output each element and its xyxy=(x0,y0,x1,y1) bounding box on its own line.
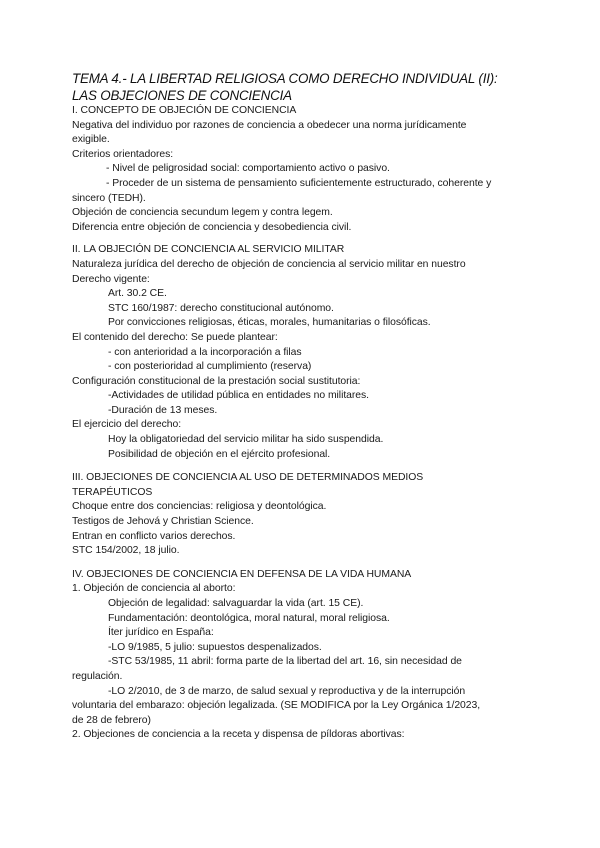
document-title xyxy=(72,71,532,104)
numbered-item: 1. Objeción de conciencia al aborto: xyxy=(72,583,236,595)
title-line-1: TEMA 4.- LA LIBERTAD RELIGIOSA COMO DERECHO INDIVIDUAL (II): xyxy=(72,71,498,86)
list-item: -Duración de 13 meses. xyxy=(108,404,218,416)
paragraph: Diferencia entre objeción de conciencia y desobediencia civil. xyxy=(72,221,352,233)
paragraph: Derecho vigente: xyxy=(72,273,150,285)
list-item: - con anterioridad a la incorporación a filas xyxy=(108,346,302,358)
list-item: - con posterioridad al cumplimiento (reserva) xyxy=(108,361,312,373)
paragraph: Negativa del individuo por razones de conciencia a obedecer una norma jurídicamente xyxy=(72,119,467,131)
numbered-item: 2. Objeciones de conciencia a la receta y dispensa de píldoras abortivas: xyxy=(72,729,405,741)
section-4-heading: IV. OBJECIONES DE CONCIENCIA EN DEFENSA DE LA VIDA HUMANA xyxy=(72,568,412,580)
list-item: Art. 30.2 CE. xyxy=(108,288,167,300)
section-3-heading: III. OBJECIONES DE CONCIENCIA AL USO DE DETERMINADOS MEDIOS xyxy=(72,472,424,484)
list-item: Objeción de legalidad: salvaguardar la vida (art. 15 CE). xyxy=(108,598,364,609)
paragraph: regulación. xyxy=(72,670,123,682)
paragraph: voluntaria del embarazo: objeción legalizada. (SE MODIFICA por la Ley Orgánica 1/2023, xyxy=(72,700,481,712)
list-item: Posibilidad de objeción en el ejército profesional. xyxy=(108,448,331,460)
paragraph: sincero (TEDH). xyxy=(72,192,146,204)
section-1-heading: I. CONCEPTO DE OBJECIÓN DE CONCIENCIA xyxy=(72,105,297,116)
list-item: - Proceder de un sistema de pensamiento suficientemente estructurado, coherente y xyxy=(106,177,492,189)
paragraph: El ejercicio del derecho: xyxy=(72,419,182,431)
list-item: Fundamentación: deontológica, moral natural, moral religiosa. xyxy=(108,612,390,624)
section-2 xyxy=(72,243,532,462)
list-item: Íter jurídico en España: xyxy=(108,627,214,639)
paragraph: El contenido del derecho: Se puede plantear: xyxy=(72,331,278,343)
list-item: - Nivel de peligrosidad social: comportamiento activo o pasivo. xyxy=(106,163,390,175)
section-2-heading: II. LA OBJECIÓN DE CONCIENCIA AL SERVICIO MILITAR xyxy=(72,244,345,256)
list-item: -LO 9/1985, 5 julio: supuestos despenalizados. xyxy=(108,641,322,653)
list-item: -STC 53/1985, 11 abril: forma parte de la libertad del art. 16, sin necesidad de xyxy=(108,656,462,668)
paragraph: Naturaleza jurídica del derecho de objeción de conciencia al servicio militar en nuestro xyxy=(72,258,466,270)
paragraph: Objeción de conciencia secundum legem y contra legem. xyxy=(72,207,333,219)
title-line-2: LAS OBJECIONES DE CONCIENCIA xyxy=(72,87,292,103)
paragraph: Criterios orientadores: xyxy=(72,148,174,160)
section-3 xyxy=(72,471,532,559)
paragraph: Choque entre dos conciencias: religiosa y deontológica. xyxy=(72,501,327,513)
paragraph: de 28 de febrero) xyxy=(72,714,151,726)
paragraph: STC 154/2002, 18 julio. xyxy=(72,545,180,557)
list-item: STC 160/1987: derecho constitucional autónomo. xyxy=(108,302,334,314)
list-item: Por convicciones religiosas, éticas, morales, humanitarias o filosóficas. xyxy=(108,317,431,329)
paragraph: Entran en conflicto varios derechos. xyxy=(72,530,236,542)
paragraph: exigible. xyxy=(72,134,110,146)
section-1 xyxy=(72,104,532,235)
paragraph: Testigos de Jehová y Christian Science. xyxy=(72,516,254,528)
section-4 xyxy=(72,568,532,743)
document-page xyxy=(72,71,532,743)
section-3-heading-cont: TERAPÉUTICOS xyxy=(72,486,153,498)
list-item: Hoy la obligatoriedad del servicio militar ha sido suspendida. xyxy=(108,434,384,446)
list-item: -Actividades de utilidad pública en entidades no militares. xyxy=(108,390,370,402)
paragraph: Configuración constitucional de la prestación social sustitutoria: xyxy=(72,375,361,387)
list-item: -LO 2/2010, de 3 de marzo, de salud sexual y reproductiva y de la interrupción xyxy=(108,685,466,697)
